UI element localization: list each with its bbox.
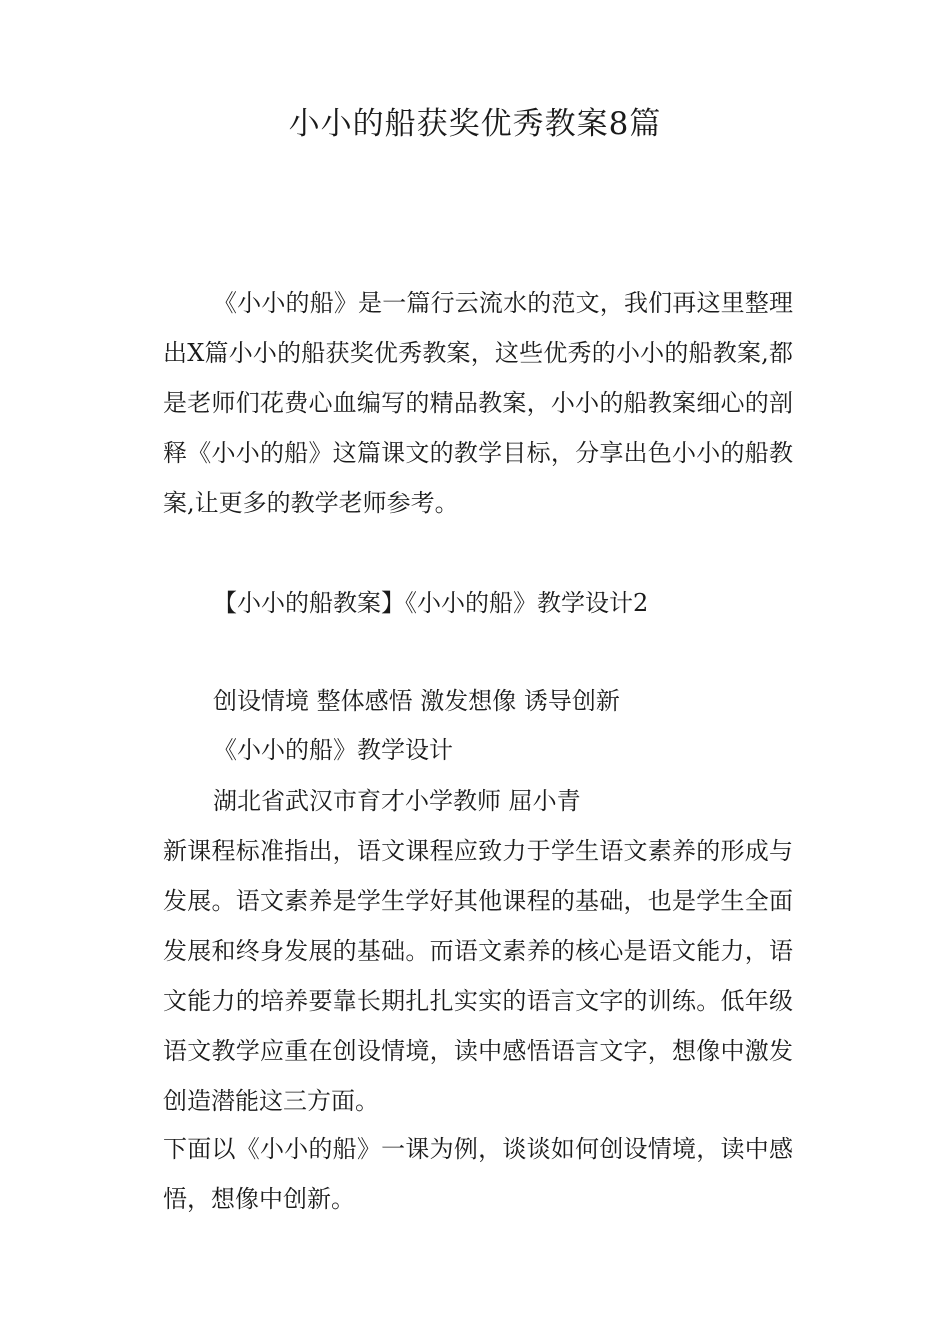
body-paragraph: 新课程标准指出，语文课程应致力于学生语文素养的形成与发展。语文素养是学生学好其他课程的基础，也是学生全面发展和终身发展的基础。而语文素养的核心是语文能力，语文能力的培养要靠长期扎扎实实的语言文字的训练。低年级语文教学应重在创设情境，读中感悟语言文字，想像中激发创造潜能这三方面。	[163, 837, 793, 1115]
document-title: 小小的船获奖优秀教案8篇	[288, 106, 662, 142]
author-line: 湖北省武汉市育才小学教师 屈小青	[213, 787, 581, 815]
body-paragraph-2: 下面以《小小的船》一课为例，谈谈如何创设情境，读中感悟，想像中创新。	[163, 1135, 793, 1213]
subtitle-line: 创设情境 整体感悟 激发想像 诱导创新	[213, 687, 620, 715]
section-heading: 【小小的船教案】《小小的船》教学设计2	[213, 589, 649, 617]
design-title: 《小小的船》教学设计	[213, 736, 453, 764]
intro-paragraph: 《小小的船》是一篇行云流水的范文，我们再这里整理出X篇小小的船获奖优秀教案，这些优秀的小小的船教案,都是老师们花费心血编写的精品教案，小小的船教案细心的剖释《小小的船》这篇课文的教学目标，分享出色小小的船教案,让更多的教学老师参考。	[163, 289, 793, 517]
